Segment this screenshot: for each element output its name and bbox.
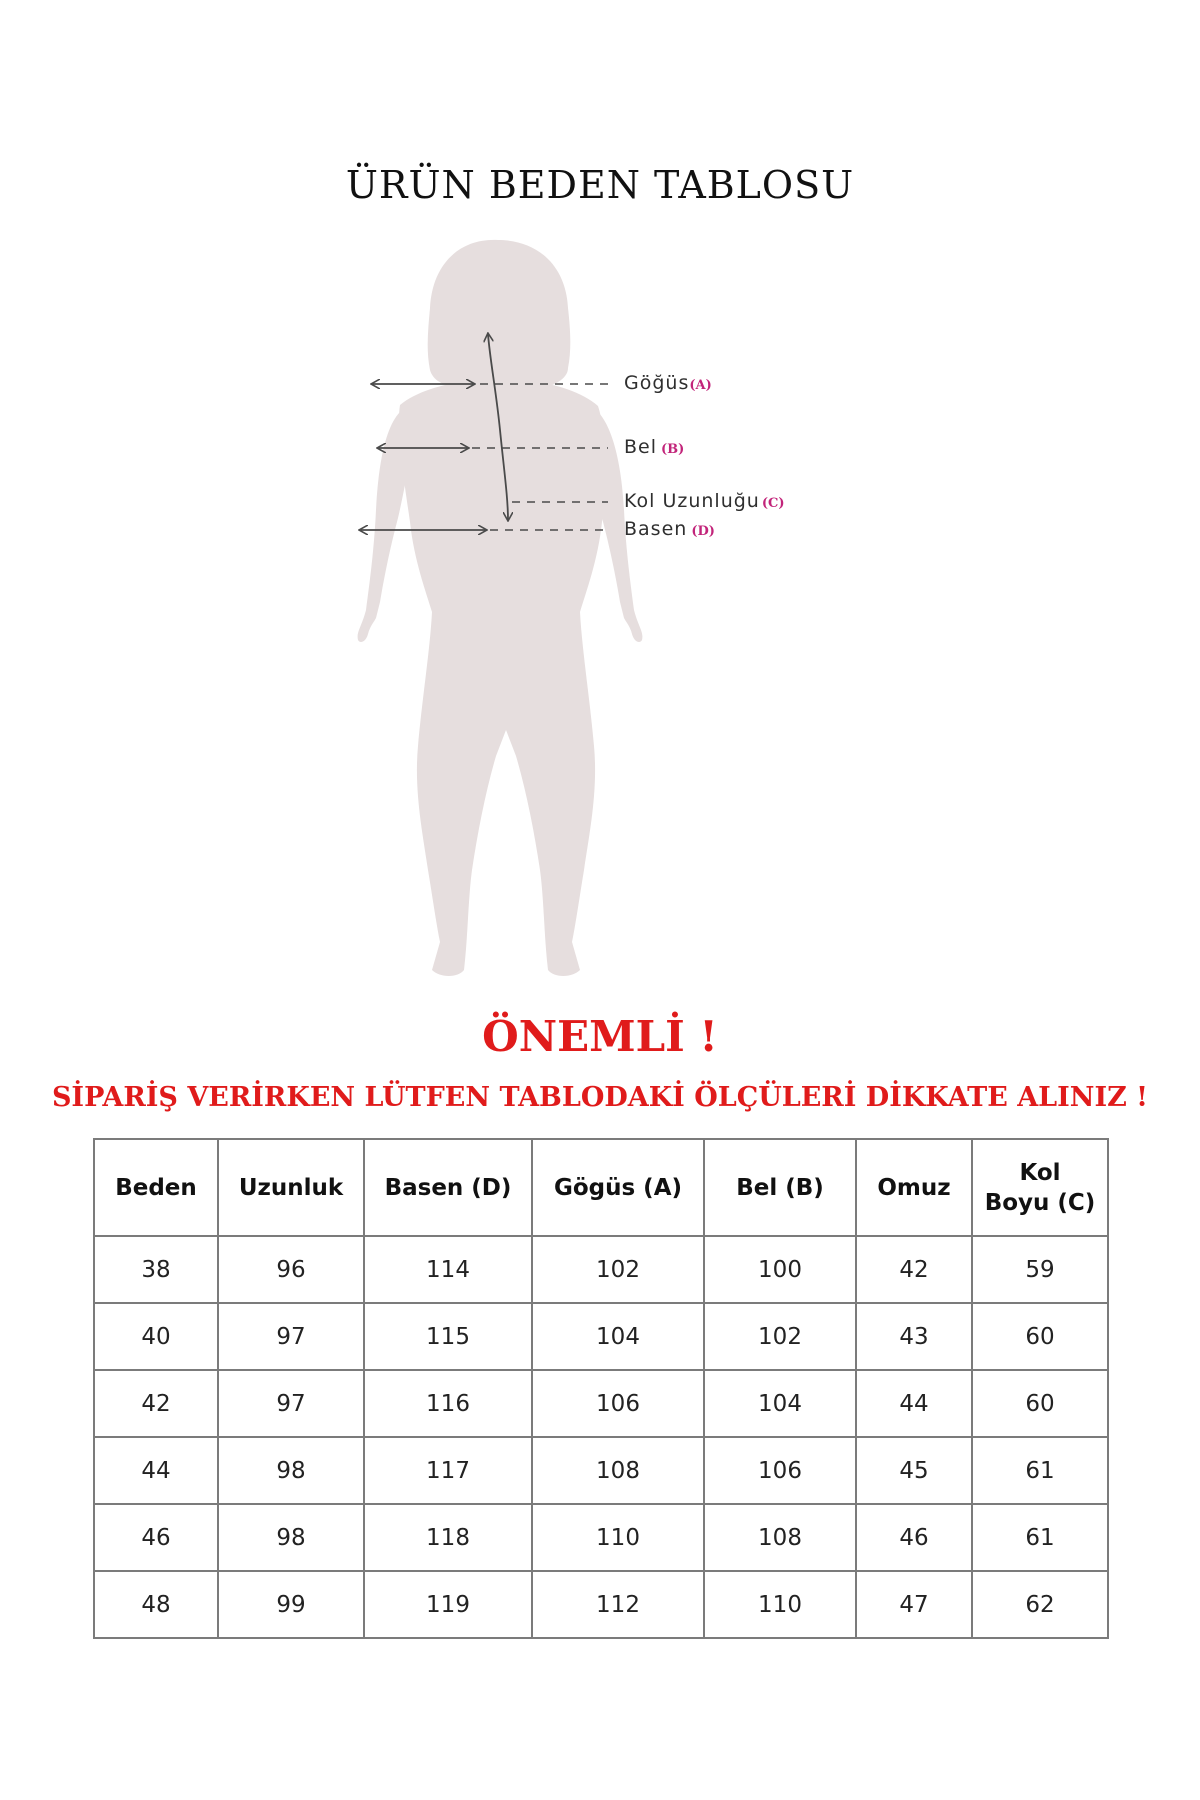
table-cell: 106 <box>704 1437 856 1504</box>
table-cell: 46 <box>94 1504 218 1571</box>
size-table <box>93 1138 1109 1639</box>
svg-text:Basen(D) <box>624 518 715 540</box>
table-cell: 96 <box>218 1236 364 1303</box>
header-kol-boyu <box>972 1139 1108 1236</box>
warning-message: SİPARİŞ VERİRKEN LÜTFEN TABLODAKİ ÖLÇÜLERİ DİKKATE ALINIZ ! <box>51 1082 1149 1113</box>
header-beden: Beden <box>94 1139 218 1236</box>
table-cell: 44 <box>856 1370 972 1437</box>
table-body <box>94 1236 1108 1638</box>
header-uzunluk: Uzunluk <box>218 1139 364 1236</box>
chest-label: Göğüs <box>624 372 690 394</box>
table-cell: 99 <box>218 1571 364 1638</box>
table-cell: 48 <box>94 1571 218 1638</box>
chest-key: (A) <box>689 378 712 393</box>
table-cell: 45 <box>856 1437 972 1504</box>
sleeve-key: (C) <box>761 496 785 511</box>
page-title: ÜRÜN BEDEN TABLOSU <box>345 163 855 207</box>
female-silhouette <box>358 240 643 976</box>
table-cell: 116 <box>364 1370 532 1437</box>
body-measurement-figure <box>340 230 940 990</box>
table-cell: 114 <box>364 1236 532 1303</box>
table-cell: 42 <box>856 1236 972 1303</box>
table-cell: 104 <box>532 1303 704 1370</box>
table-cell: 42 <box>94 1370 218 1437</box>
table-cell: 60 <box>972 1370 1108 1437</box>
header-kol-boyu-line2: Boyu (C) <box>984 1189 1096 1216</box>
table-cell: 106 <box>532 1370 704 1437</box>
table-cell: 97 <box>218 1370 364 1437</box>
table-cell: 104 <box>704 1370 856 1437</box>
table-cell: 59 <box>972 1236 1108 1303</box>
table-cell: 43 <box>856 1303 972 1370</box>
waist-key: (B) <box>661 442 685 457</box>
table-cell: 98 <box>218 1504 364 1571</box>
table-cell: 117 <box>364 1437 532 1504</box>
table-row <box>94 1370 1108 1437</box>
table-cell: 60 <box>972 1303 1108 1370</box>
hip-key: (D) <box>691 524 715 539</box>
table-cell: 61 <box>972 1504 1108 1571</box>
svg-text:Göğüs(A) <box>624 372 712 394</box>
header-kol-boyu-line1: Kol <box>1019 1159 1061 1186</box>
table-header-row <box>94 1139 1108 1236</box>
table-cell: 38 <box>94 1236 218 1303</box>
header-bel: Bel (B) <box>704 1139 856 1236</box>
table-cell: 110 <box>532 1504 704 1571</box>
table-cell: 115 <box>364 1303 532 1370</box>
table-cell: 112 <box>532 1571 704 1638</box>
table-cell: 102 <box>704 1303 856 1370</box>
svg-text:Kol Uzunluğu(C) <box>624 490 785 512</box>
waist-label: Bel <box>624 436 658 458</box>
table-cell: 61 <box>972 1437 1108 1504</box>
svg-text:Bel(B) <box>624 436 684 458</box>
table-cell: 62 <box>972 1571 1108 1638</box>
table-cell: 47 <box>856 1571 972 1638</box>
table-cell: 97 <box>218 1303 364 1370</box>
table-cell: 118 <box>364 1504 532 1571</box>
table-cell: 46 <box>856 1504 972 1571</box>
table-cell: 102 <box>532 1236 704 1303</box>
table-cell: 108 <box>704 1504 856 1571</box>
table-cell: 40 <box>94 1303 218 1370</box>
important-heading: ÖNEMLİ ! <box>482 1012 718 1061</box>
header-basen: Basen (D) <box>364 1139 532 1236</box>
table-cell: 98 <box>218 1437 364 1504</box>
table-cell: 108 <box>532 1437 704 1504</box>
table-cell: 119 <box>364 1571 532 1638</box>
hip-label: Basen <box>624 518 688 540</box>
table-row <box>94 1303 1108 1370</box>
table-row <box>94 1236 1108 1303</box>
table-row <box>94 1571 1108 1638</box>
table-cell: 100 <box>704 1236 856 1303</box>
header-omuz: Omuz <box>856 1139 972 1236</box>
header-gogus: Gögüs (A) <box>532 1139 704 1236</box>
sleeve-label: Kol Uzunluğu <box>624 490 760 512</box>
table-row <box>94 1437 1108 1504</box>
table-row <box>94 1504 1108 1571</box>
table-cell: 44 <box>94 1437 218 1504</box>
table-cell: 110 <box>704 1571 856 1638</box>
